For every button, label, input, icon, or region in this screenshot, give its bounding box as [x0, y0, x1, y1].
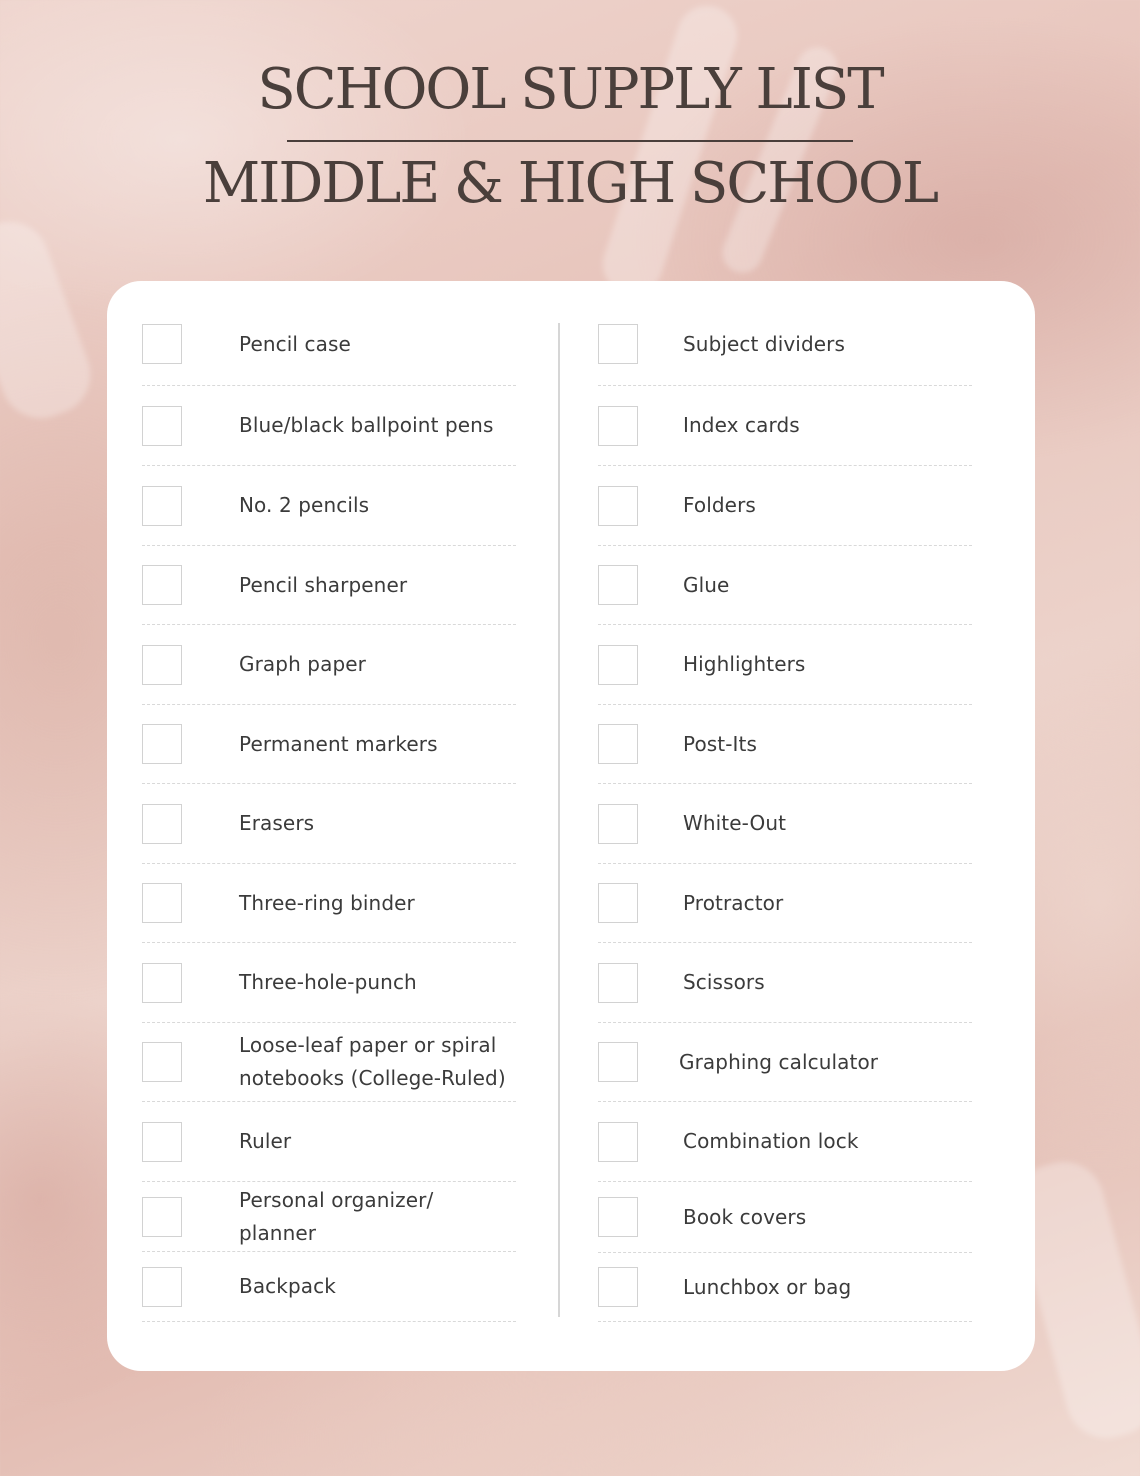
checklist-item[interactable]: [598, 546, 972, 625]
checklist-item[interactable]: [598, 784, 972, 864]
checklist-item[interactable]: [598, 864, 972, 943]
checklist-item[interactable]: [142, 1252, 516, 1322]
item-label: Scissors: [683, 970, 765, 994]
item-label: Index cards: [683, 413, 800, 437]
checklist-item[interactable]: [142, 303, 516, 386]
item-label: No. 2 pencils: [239, 493, 370, 517]
checkbox[interactable]: [598, 1042, 638, 1082]
checkbox[interactable]: [598, 486, 638, 526]
checkbox[interactable]: [142, 324, 182, 364]
item-label: Combination lock: [683, 1129, 859, 1153]
checkbox[interactable]: [142, 1122, 182, 1162]
checklist-item[interactable]: [598, 1102, 972, 1182]
checkbox[interactable]: [142, 565, 182, 605]
checkbox[interactable]: [598, 1197, 638, 1237]
checkbox[interactable]: [142, 1042, 182, 1082]
checkbox[interactable]: [142, 883, 182, 923]
item-label-line: Loose-leaf paper or spiral: [239, 1033, 497, 1057]
checklist-item[interactable]: [598, 625, 972, 705]
checkbox[interactable]: [598, 406, 638, 446]
item-label: Highlighters: [683, 652, 806, 676]
item-label: Erasers: [239, 811, 315, 835]
item-label-line: notebooks (College-Ruled): [239, 1066, 506, 1090]
item-label: Graphing calculator: [679, 1049, 879, 1074]
item-label: White-Out: [683, 811, 787, 835]
checklist-column-right: [598, 303, 972, 1322]
checkbox[interactable]: [142, 804, 182, 844]
checklist-item[interactable]: [598, 705, 972, 784]
item-label: Three-ring binder: [239, 890, 415, 915]
checkbox[interactable]: [598, 804, 638, 844]
item-label: Blue/black ballpoint pens: [239, 413, 494, 437]
checklist-item[interactable]: [142, 1023, 516, 1102]
checklist-item[interactable]: [142, 1102, 516, 1182]
item-label: Graph paper: [239, 652, 366, 676]
checkbox[interactable]: [598, 1122, 638, 1162]
checkbox[interactable]: [598, 324, 638, 364]
checklist-item[interactable]: [598, 943, 972, 1023]
checkbox[interactable]: [142, 724, 182, 764]
checklist-item[interactable]: [142, 784, 516, 864]
item-label: Protractor: [683, 890, 784, 915]
item-label: Book covers: [683, 1204, 807, 1229]
page-subtitle: MIDDLE & HIGH SCHOOL: [202, 151, 938, 216]
item-label: Ruler: [239, 1129, 292, 1153]
checkbox[interactable]: [598, 883, 638, 923]
checklist-item[interactable]: [142, 1182, 516, 1252]
item-label: [239, 1029, 506, 1095]
checklist-item[interactable]: [142, 386, 516, 466]
item-label: Lunchbox or bag: [683, 1274, 852, 1299]
checkbox[interactable]: [142, 1197, 182, 1237]
checklist-item[interactable]: [598, 1182, 972, 1253]
checkbox[interactable]: [598, 963, 638, 1003]
item-label: Subject dividers: [683, 331, 846, 356]
checklist-item[interactable]: [142, 943, 516, 1023]
checklist-card: [107, 281, 1035, 1371]
checkbox[interactable]: [142, 645, 182, 685]
checklist-item[interactable]: [598, 303, 972, 386]
item-label: Pencil case: [239, 331, 351, 356]
item-label: Pencil sharpener: [239, 572, 408, 597]
item-label: Three-hole-punch: [239, 970, 417, 994]
checklist-item[interactable]: [598, 466, 972, 546]
item-label: Glue: [683, 572, 730, 597]
page-title: SCHOOL SUPPLY LIST: [257, 57, 883, 122]
title-underline: [287, 140, 853, 142]
item-label: Permanent markers: [239, 731, 438, 756]
checkbox[interactable]: [142, 963, 182, 1003]
checklist-column-left: [142, 303, 516, 1322]
checklist-item[interactable]: [598, 1023, 972, 1102]
checkbox[interactable]: [598, 645, 638, 685]
item-label: Folders: [683, 493, 756, 517]
checkbox[interactable]: [598, 1267, 638, 1307]
checkbox[interactable]: [142, 486, 182, 526]
checklist-item[interactable]: [142, 864, 516, 943]
item-label: Backpack: [239, 1274, 336, 1298]
checkbox[interactable]: [598, 565, 638, 605]
checklist-item[interactable]: [142, 705, 516, 784]
checkbox[interactable]: [598, 724, 638, 764]
checklist-item[interactable]: [142, 546, 516, 625]
column-divider: [558, 323, 560, 1317]
checkbox[interactable]: [142, 1267, 182, 1307]
item-label: Personal organizer/ planner: [239, 1187, 434, 1245]
item-label: Post-Its: [683, 731, 758, 756]
checklist-item[interactable]: [598, 386, 972, 466]
checklist-item[interactable]: [142, 625, 516, 705]
watercolor-streak: [0, 211, 101, 430]
checklist-item[interactable]: [598, 1253, 972, 1322]
page-header: [0, 57, 1140, 216]
checklist-item[interactable]: [142, 466, 516, 546]
checkbox[interactable]: [142, 406, 182, 446]
